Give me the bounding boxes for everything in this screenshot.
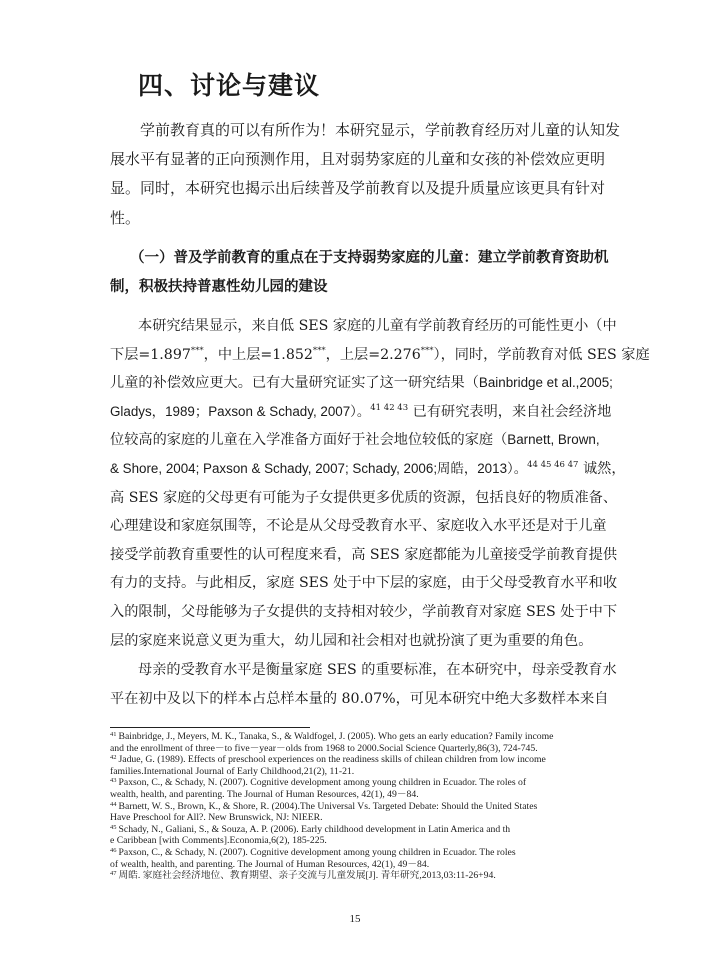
footnote-text: Jadue, G. (1989). Effects of preschool experiences on the readiness skills of chilean children from low income	[118, 754, 546, 766]
body-line: 位较高的家庭的儿童在入学准备方面好于社会地位较低的家庭（Barnett, Brown,	[110, 432, 600, 449]
footnote-text: of wealth, health, and parenting. The Journal of Human Resources, 42(1), 49－84.	[110, 858, 430, 870]
intro-line: 展水平有显著的正向预测作用，且对弱势家庭的儿童和女孩的补偿效应更明	[110, 150, 606, 169]
footnote-text: wealth, health, and parenting. The Journal of Human Resources, 42(1), 49－84.	[110, 788, 419, 800]
intro-line: 性。	[110, 208, 141, 227]
subsection-heading-line: （一）普及学前教育的重点在于支持弱势家庭的儿童：建立学前教育资助机	[130, 249, 609, 266]
footnote-text: e Caribbean [with Comments].Economia,6(2), 185-225.	[110, 835, 327, 847]
footnote-text: and the enrollment of three－to five－year－olds from 1968 to 2000.Social Science Quarterly,86(3), 724-745.	[110, 742, 538, 754]
footnote-line	[110, 731, 608, 743]
footnote-number: 44	[110, 800, 117, 808]
footnote-number: 43	[110, 777, 117, 785]
intro-line: 学前教育真的可以有所作为！本研究显示，学前教育经历对儿童的认知发	[140, 121, 621, 139]
footnote-line	[110, 824, 608, 836]
footnote-ref: 44 45 46 47	[527, 459, 579, 470]
subsection-heading	[110, 243, 610, 301]
body-line: 层的家庭来说意义更为重大，幼儿园和社会相对也就扮演了更为重要的角色。	[110, 632, 593, 649]
footnote-text: Bainbridge, J., Meyers, M. K., Tanaka, S., & Waldfogel, J. (2005). Who gets an early education? Family income	[118, 731, 554, 742]
footnote-line	[110, 801, 608, 813]
footnote-line	[110, 777, 608, 789]
body-line: 有力的支持。与此相反，家庭 SES 处于中下层的家庭，由于父母受教育水平和收	[110, 575, 618, 592]
body-line: 下层=1.897***，中上层=1.852***，上层=2.276***），同时，学前教育对低 SES 家庭	[110, 345, 650, 363]
body-line: 平在初中及以下的样本占总样本量的 80.07%，可见本研究中绝大多数样本来自	[110, 690, 609, 707]
footnote-line	[110, 847, 608, 859]
body-paragraph-2	[110, 656, 617, 713]
footnote-text: Paxson, C., & Schady, N. (2007). Cognitive development among young children in Ecuador. The roles of	[118, 777, 527, 789]
footnote-number: 45	[110, 823, 117, 831]
footnote-line	[110, 743, 608, 755]
footnote-number: 41	[110, 731, 117, 738]
footnote-line	[110, 859, 608, 871]
footnotes	[110, 731, 608, 882]
page-number: 15	[349, 913, 361, 925]
footnote-text: Schady, N., Galiani, S., & Souza, A. P. (2006). Early childhood development in Latin America and th	[118, 823, 511, 835]
body-line: 母亲的受教育水平是衡量家庭 SES 的重要标准，在本研究中，母亲受教育水	[138, 662, 617, 678]
body-line: 心理建设和家庭氛围等，不论是从父母受教育水平、家庭收入水平还是对于儿童	[110, 518, 607, 535]
footnote-text: families.International Journal of Early Childhood,21(2), 11-21.	[110, 765, 355, 777]
body-line: Gladys，1989；Paxson & Schady, 2007）。$^{41 42 43}$ 已有研究表明，来自社会经济地	[110, 402, 612, 420]
body-line: 接受学前教育重要性的认可程度来看，高 SES 家庭都能为儿童接受学前教育提供	[110, 546, 618, 563]
footnote-line	[110, 812, 608, 824]
footnote-number: 46	[110, 846, 117, 854]
footnote-divider	[110, 727, 310, 728]
footnote-ref: 41 42 43	[370, 402, 409, 413]
body-line: 儿童的补偿效应更大。已有大量研究证实了这一研究结果（Bainbridge et al.,2005;	[110, 375, 613, 392]
body-line: 入的限制，父母能够为子女提供的支持相对较少，学前教育对家庭 SES 处于中下	[110, 603, 618, 620]
intro-paragraph	[110, 116, 621, 233]
footnote-text: Paxson, C., & Schady, N. (2007). Cognitive development among young children in Ecuador. The roles	[118, 846, 516, 858]
footnote-number: 47	[110, 870, 117, 878]
section-title: 四、讨论与建议	[138, 71, 321, 100]
body-line: & Shore, 2004; Paxson & Schady, 2007; Schady, 2006;周皓，2013）。$^{44 45 46 47}$ 诚然，	[110, 459, 626, 477]
body-line: 高 SES 家庭的父母更有可能为子女提供更多优质的资源，包括良好的物质准备、	[110, 489, 618, 506]
footnote-line	[110, 870, 608, 882]
body-line: 本研究结果显示，来自低 SES 家庭的儿童有学前教育经历的可能性更小（中	[138, 318, 617, 334]
footnote-line	[110, 789, 608, 801]
subsection-heading-line: 制，积极扶持普惠性幼儿园的建设	[110, 278, 328, 295]
footnote-line	[110, 835, 608, 847]
footnote-text: Have Preschool for All?. New Brunswick, NJ: NIEER.	[110, 812, 323, 824]
footnote-line	[110, 754, 608, 766]
footnote-number: 42	[110, 754, 117, 762]
footnote-line	[110, 766, 608, 778]
intro-line: 显。同时，本研究也揭示出后续普及学前教育以及提升质量应该更具有针对	[110, 179, 606, 198]
body-paragraph-1	[110, 312, 650, 655]
footnote-text: Barnett, W. S., Brown, K., & Shore, R. (2004).The Universal Vs. Targeted Debate: Should the United States	[118, 800, 538, 812]
footnote-text: 周皓. 家庭社会经济地位、教育期望、亲子交流与儿童发展[J]. 青年研究,2013,03:11-26+94.	[118, 870, 496, 882]
